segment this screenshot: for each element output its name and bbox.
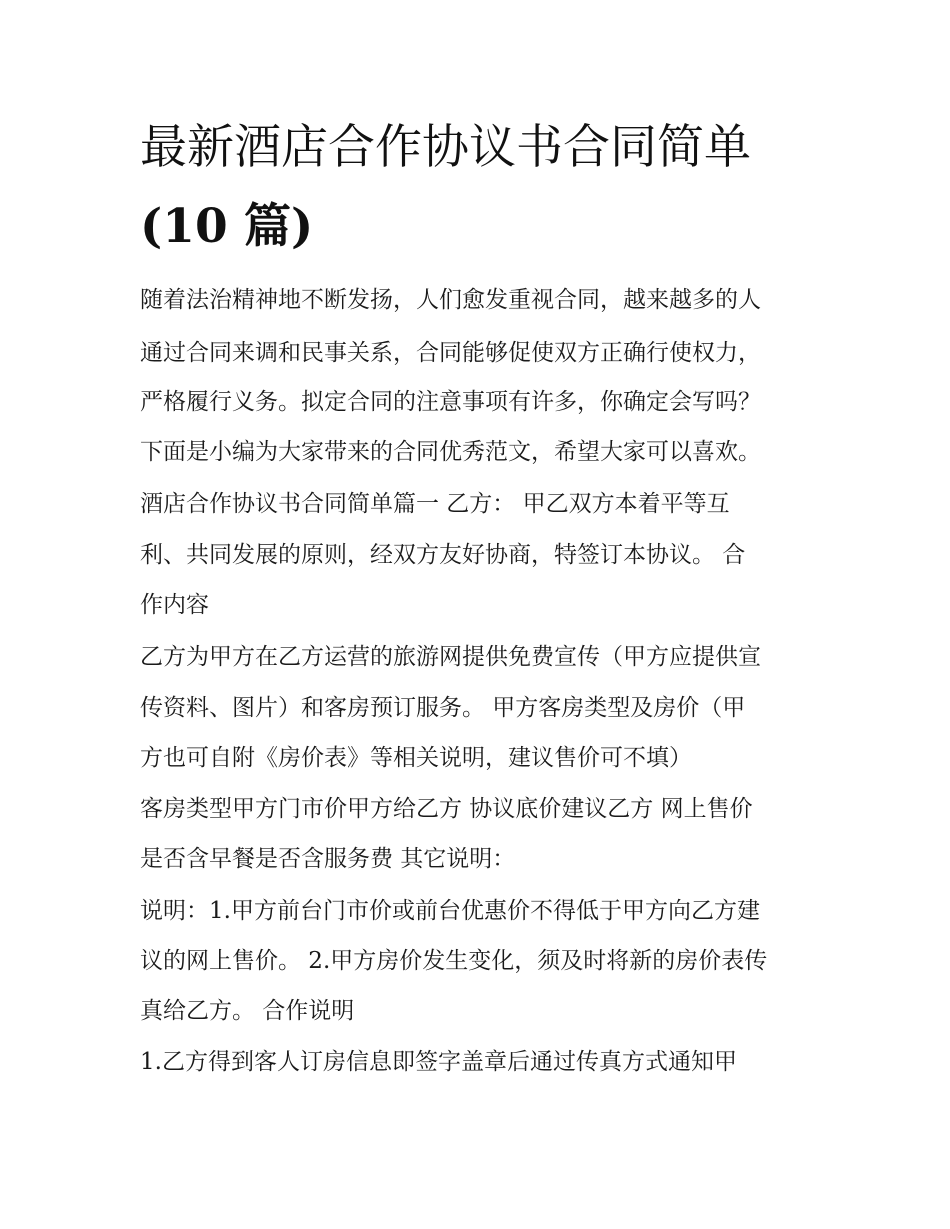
paragraph-line: 客房类型甲方门市价甲方给乙方 协议底价建议乙方 网上售价 xyxy=(140,796,753,822)
paragraph-line: 作内容 xyxy=(140,592,209,618)
document-title-line-2: (10 篇) xyxy=(140,199,314,254)
paragraph-line: 严格履行义务。拟定合同的注意事项有许多，你确定会写吗？ xyxy=(140,389,761,415)
paragraph-line: 议的网上售价。 2.甲方房价发生变化，须及时将新的房价表传 xyxy=(140,948,768,974)
paragraph-line: 随着法治精神地不断发扬，人们愈发重视合同，越来越多的人 xyxy=(140,287,761,313)
paragraph-line: 真给乙方。 合作说明 xyxy=(140,998,355,1024)
paragraph-line: 1.乙方得到客人订房信息即签字盖章后通过传真方式通知甲 xyxy=(140,1049,737,1075)
paragraph-line: 是否含早餐是否含服务费 其它说明： xyxy=(140,846,516,872)
paragraph-line: 通过合同来调和民事关系，合同能够促使双方正确行使权力， xyxy=(140,340,761,366)
paragraph-line: 说明：1.甲方前台门市价或前台优惠价不得低于甲方向乙方建 xyxy=(140,898,760,924)
paragraph-line: 利、共同发展的原则，经双方友好协商，特签订本协议。 合 xyxy=(140,542,746,568)
document-title-line-1: 最新酒店合作协议书合同简单 xyxy=(140,120,751,175)
paragraph-line: 酒店合作协议书合同简单篇一 乙方： 甲乙双方本着平等互 xyxy=(140,491,730,517)
paragraph-line: 乙方为甲方在乙方运营的旅游网提供免费宣传（甲方应提供宣 xyxy=(140,644,761,670)
paragraph-line: 方也可自附《房价表》等相关说明，建议售价可不填） xyxy=(140,745,692,771)
paragraph-line: 传资料、图片）和客房预订服务。 甲方客房类型及房价（甲 xyxy=(140,695,746,721)
paragraph-line: 下面是小编为大家带来的合同优秀范文，希望大家可以喜欢。 xyxy=(140,439,761,465)
